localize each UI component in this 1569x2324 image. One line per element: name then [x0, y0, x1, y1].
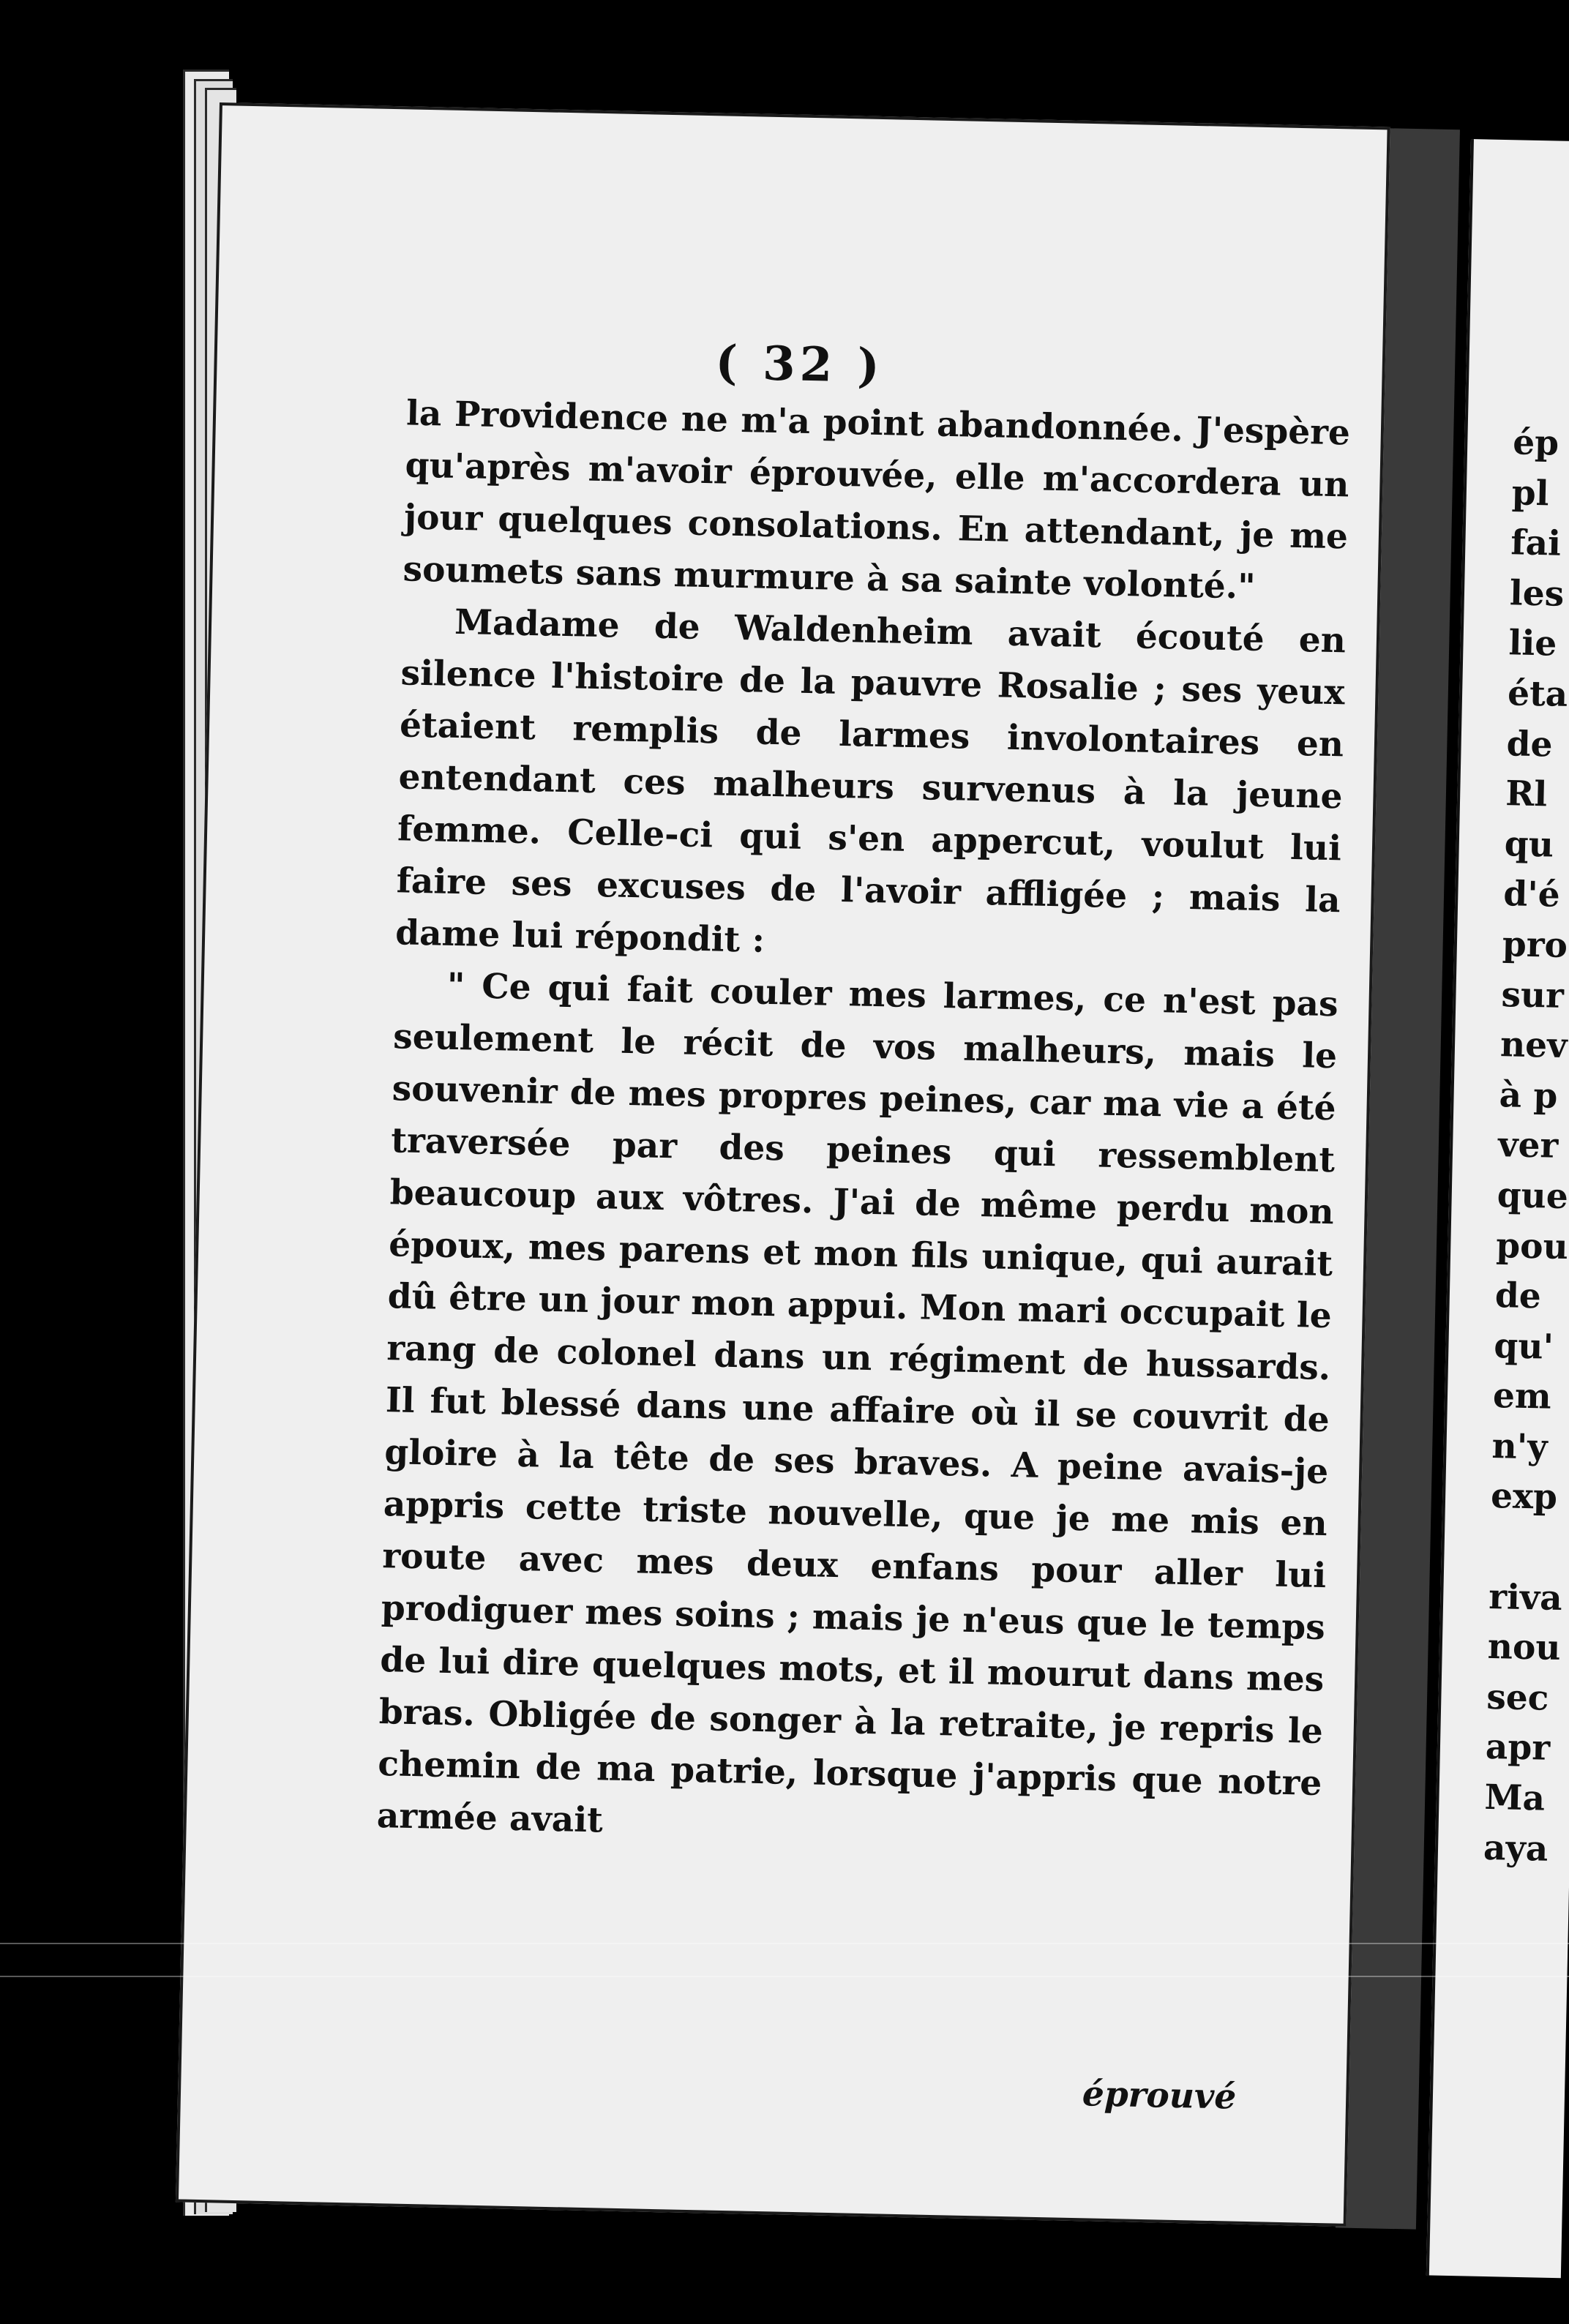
catchword: éprouvé	[1082, 2074, 1237, 2118]
line-fragment: pro	[1502, 924, 1568, 966]
paragraph: la Providence ne m'a point abandonnée. J'espère qu'après m'avoir éprouvée, elle m'accordera un jour quelques consolations. En attendant, je me soumets sans murmure à sa sainte volonté."	[402, 393, 1351, 607]
line-fragment: de	[1494, 1275, 1542, 1317]
line-fragment: riva	[1488, 1576, 1563, 1619]
line-fragment: sec	[1486, 1676, 1549, 1719]
line-fragment: nou	[1487, 1627, 1562, 1669]
line-fragment: exp	[1490, 1476, 1558, 1518]
line-fragment: em	[1492, 1376, 1552, 1417]
line-fragment: les	[1509, 573, 1565, 615]
line-fragment: qu	[1504, 823, 1554, 866]
line-fragment: fai	[1510, 522, 1562, 564]
line-fragment: sur	[1500, 974, 1565, 1016]
page-body	[376, 387, 1350, 1862]
line-fragment: qu'	[1493, 1325, 1554, 1368]
line-fragment: pl	[1511, 472, 1550, 514]
line-fragment: apr	[1485, 1727, 1551, 1769]
paragraph: " Ce qui fait couler mes larmes, ce n'est pas seulement le récit de vos malheurs, mais le souvenir de mes propres peines, car ma vie a été traversée par des peines qui ressemblent beaucoup aux vôtres. J'ai de même perdu mon époux, mes parens et mon fils unique, qui aurait dû être un jour mon appui. Mon mari occupait le rang de colonel dans un régiment de hussards. Il fut blessé dans une affaire où il se couvrit de gloire à la tête de ses braves. A peine avais-je appris cette triste nouvelle, que je me mis en route avec mes deux enfans pour aller lui prodiguer mes soins ; mais je n'eus que le temps de lui dire quelques mots, et il mourut dans mes bras. Obligée de songer à la retraite, je repris le chemin de ma patrie, lorsque j'appris que notre armée avait	[376, 965, 1339, 1841]
line-fragment: aya	[1483, 1827, 1549, 1870]
line-fragment: n'y	[1491, 1425, 1549, 1468]
line-fragment: lie	[1508, 623, 1557, 664]
line-fragment: ép	[1512, 422, 1559, 464]
line-fragment: Rl	[1505, 773, 1548, 815]
left-page	[176, 102, 1390, 2227]
line-fragment: de	[1506, 723, 1554, 765]
line-fragment: éta	[1507, 673, 1568, 715]
line-fragment: à p	[1499, 1074, 1558, 1117]
line-fragment: ver	[1497, 1125, 1559, 1167]
paragraph: Madame de Waldenheim avait écouté en silence l'histoire de la pauvre Rosalie ; ses yeux étaient remplis de larmes involontaires en entendant ces malheurs survenus à la jeune femme. Celle-ci qui s'en appercut, voulut lui faire ses excuses de l'avoir affligée ; mais la dame lui répondit :	[394, 601, 1347, 961]
line-fragment: d'é	[1502, 874, 1561, 916]
line-fragment: que	[1497, 1174, 1569, 1217]
line-fragment: pou	[1495, 1225, 1569, 1267]
scan-line	[0, 1976, 1569, 1977]
right-page-fragments	[1483, 418, 1569, 1875]
page-number: ( 32 )	[714, 335, 885, 394]
line-fragment	[1489, 1522, 1564, 1574]
scan-line	[0, 1943, 1569, 1944]
line-fragment: Ma	[1483, 1777, 1546, 1819]
line-fragment: nev	[1499, 1024, 1568, 1067]
